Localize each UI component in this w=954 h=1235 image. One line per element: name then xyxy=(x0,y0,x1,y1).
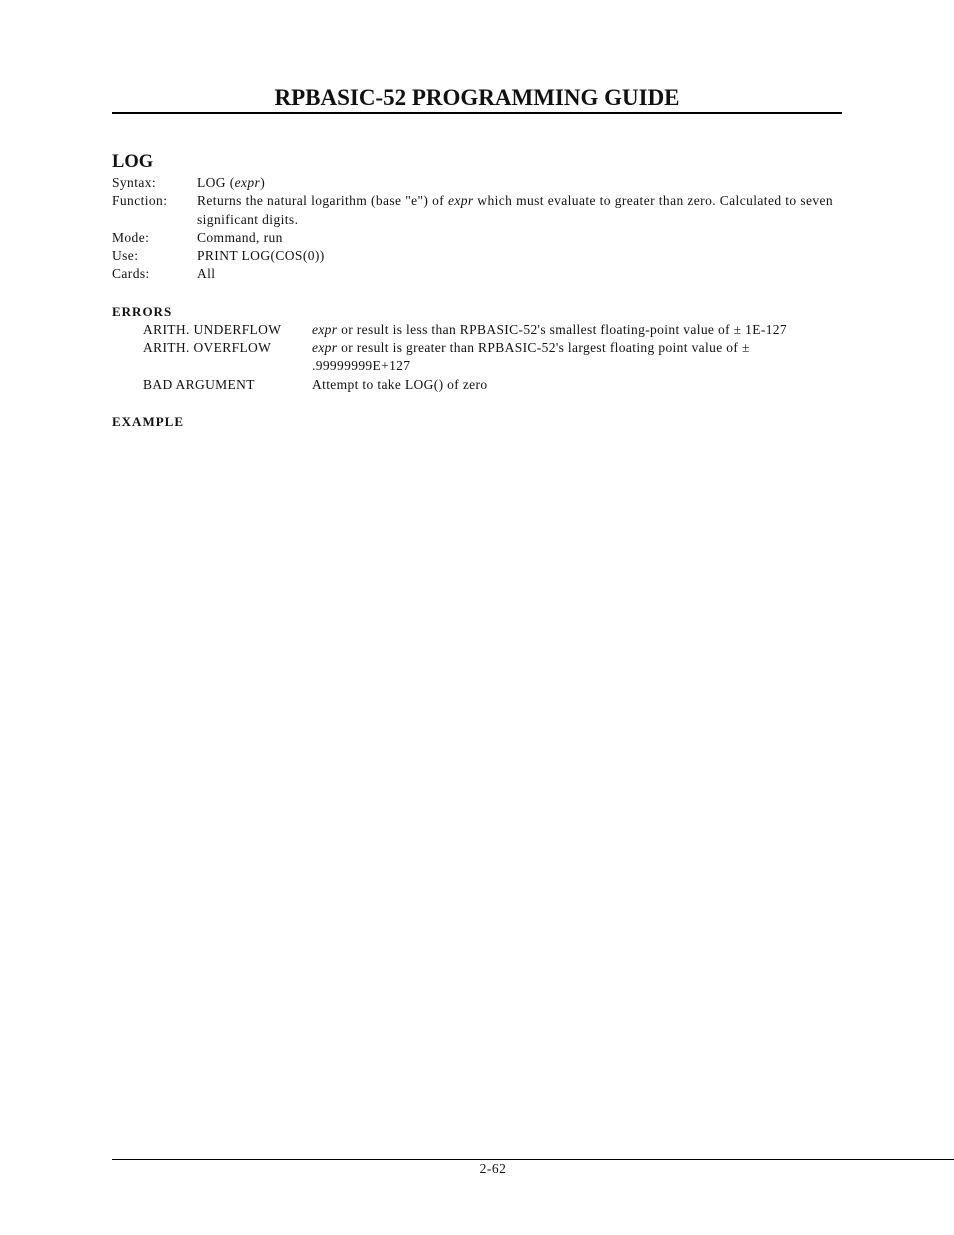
error-description xyxy=(312,339,842,376)
error-description xyxy=(312,376,842,394)
function-label: Function: xyxy=(112,193,168,209)
use-value: PRINT LOG(COS(0)) xyxy=(197,248,325,264)
error-code: ARITH. OVERFLOW xyxy=(143,340,272,356)
use-row xyxy=(112,247,842,265)
function-arg: expr xyxy=(447,193,474,209)
error-code: ARITH. UNDERFLOW xyxy=(143,321,282,337)
syntax-label: Syntax: xyxy=(112,175,157,190)
example-heading: EXAMPLE xyxy=(112,413,184,429)
error-arg: expr xyxy=(312,321,338,337)
mode-row xyxy=(112,229,842,247)
page-header xyxy=(112,84,842,114)
mode-value: Command, run xyxy=(197,229,283,245)
page-title: RPBASIC-52 PROGRAMMING GUIDE xyxy=(274,85,680,110)
error-item xyxy=(143,339,842,376)
syntax-prefix: LOG ( xyxy=(197,175,235,190)
function-text-end: which must evaluate to greater than zero. Calculated to seven significant digits. xyxy=(197,193,834,227)
error-text: or result is greater than RPBASIC-52's largest floating point value of ± .99999999E+127 xyxy=(312,340,750,374)
error-text: or result is less than RPBASIC-52's smallest floating-point value of ± 1E-127 xyxy=(337,321,787,337)
syntax-arg: expr xyxy=(234,175,261,190)
cards-value: All xyxy=(197,266,216,282)
errors-list xyxy=(143,321,842,394)
error-item xyxy=(143,321,842,339)
use-label: Use: xyxy=(112,248,139,264)
function-row xyxy=(112,192,842,229)
error-code: BAD ARGUMENT xyxy=(143,376,255,392)
errors-heading: ERRORS xyxy=(112,303,173,319)
error-description xyxy=(312,321,842,339)
command-entry xyxy=(112,150,842,431)
function-value xyxy=(197,192,842,229)
error-item xyxy=(143,376,842,394)
error-arg: expr xyxy=(312,340,338,356)
page-number: 2-62 xyxy=(479,1161,507,1176)
syntax-suffix: ) xyxy=(260,175,266,190)
syntax-row xyxy=(112,174,842,192)
mode-label: Mode: xyxy=(112,229,150,245)
function-text-start: Returns the natural logarithm (base "e") of xyxy=(197,193,448,209)
error-text: Attempt to take LOG() of zero xyxy=(312,376,488,392)
footer-rule xyxy=(112,1159,954,1160)
command-name: LOG xyxy=(112,152,154,172)
cards-row xyxy=(112,265,842,283)
syntax-value xyxy=(197,174,842,192)
cards-label: Cards: xyxy=(112,266,150,282)
